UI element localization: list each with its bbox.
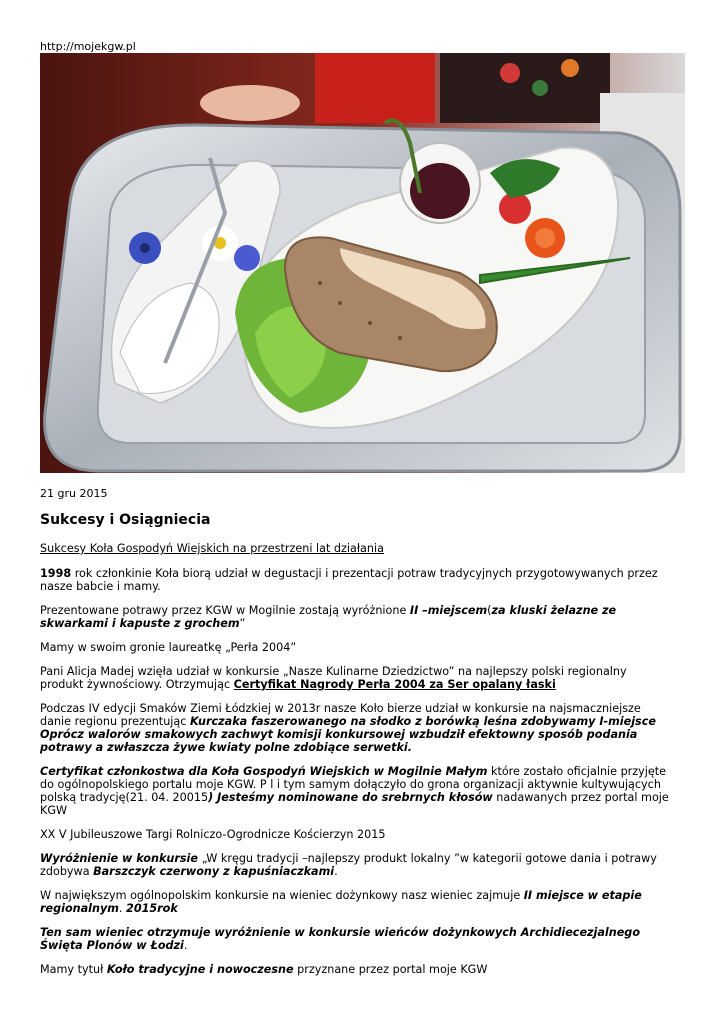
paragraph-w-kregu-tradycji bbox=[40, 852, 670, 878]
tray-with-pate-image bbox=[40, 53, 685, 473]
paragraph-laureate: Mamy w swoim gronie laureatkę „Perła 2004” bbox=[40, 641, 297, 654]
paragraph-targi: XX V Jubileuszowe Targi Rolniczo-Ogrodnicze Kościerzyn 2015 bbox=[40, 828, 386, 841]
paragraph-wieniec-distinction bbox=[40, 926, 670, 952]
paragraph-text: Prezentowane potrawy przez KGW w Mogilnie zostają wyróżnione bbox=[40, 604, 410, 617]
paragraph-text: Podczas IV edycji Smaków Ziemi Łódzkiej w 2013r nasze Koło bierze udział w konkursie na najsmaczniejsze danie regionu prezentując bbox=[40, 702, 641, 728]
post-date: 21 gru 2015 bbox=[40, 487, 108, 500]
paragraph-text: rok członkinie Koła biorą udział w degustacji i prezentacji potraw tradycyjnych przygotowywanych przez nasze babcie i mamy. bbox=[40, 567, 658, 593]
paragraph-text: ( bbox=[487, 604, 492, 617]
article-subtitle: Sukcesy Koła Gospodyń Wiejskich na przestrzeni lat działania bbox=[40, 542, 384, 555]
paragraph-text: które zostało oficjalnie przyjęte do ogólnopolskiego portalu moje KGW. P l i tym samym dołączyło do grona organizacji aktywnie kultywujących polską tradycję(21. 04. 20015 bbox=[40, 765, 667, 804]
barszczyk-dish: Barszczyk czerwony z kapuśniaczkami bbox=[93, 865, 335, 878]
paragraph-1998 bbox=[40, 567, 670, 593]
paragraph-text: nadawanych przez portal moje KGW bbox=[40, 791, 669, 817]
paragraph-alicja-madej bbox=[40, 665, 670, 691]
paragraph-text: . bbox=[183, 939, 188, 952]
wreath-year: 2015rok bbox=[126, 902, 178, 915]
award-place: II –miejscem bbox=[409, 604, 488, 617]
paragraph-certificate-membership bbox=[40, 765, 670, 817]
article-body bbox=[40, 542, 670, 987]
paragraph-text: „W kręgu tradycji –najlepszy produkt lokalny ”w kategorii gotowe dania i potrawy zdobywa bbox=[40, 852, 657, 878]
paragraph-text: . bbox=[118, 902, 127, 915]
paragraph-text: Mamy tytuł bbox=[40, 963, 107, 976]
paragraph-smaki-ziemi-lodzkiej bbox=[40, 702, 670, 754]
paragraph-mogilno-award bbox=[40, 604, 670, 630]
club-title: Koło tradycyjne i nowoczesne bbox=[106, 963, 294, 976]
paragraph-text: Pani Alicja Madej wzięła udział w konkursie „Nasze Kulinarne Dziedzictwo” na najlepszy polski regionalny produkt żywnościowy. Otrzymując bbox=[40, 665, 627, 691]
paragraph-text: W największym ogólnopolskim konkursie na wieniec dożynkowy nasz wieniec zajmuje bbox=[40, 889, 524, 902]
distinction-label: Wyróżnienie w konkursie bbox=[40, 852, 202, 865]
award-dish: za kluski żelazne ze skwarkami i kapuste z grochem bbox=[40, 604, 617, 630]
paragraph-text: . bbox=[334, 865, 338, 878]
certificate-link[interactable]: Certyfikat Nagrody Perła 2004 za Ser opalany łaski bbox=[233, 678, 556, 691]
membership-certificate: Certyfikat członkostwa dla Koła Gospodyń Wiejskich w Mogilnie Małym bbox=[40, 765, 488, 778]
paragraph-text: ” bbox=[239, 617, 246, 630]
paragraph-wieniec bbox=[40, 889, 670, 915]
paragraph-text: przyznane przez portal moje KGW bbox=[293, 963, 488, 976]
year-1998: 1998 bbox=[40, 567, 72, 580]
source-url: http://mojekgw.pl bbox=[40, 40, 136, 53]
chicken-dish-award: Kurczaka faszerowanego na słodko z borówką leśna zdobywamy I-miejsce Oprócz walorów smakowych zachwyt komisji konkursowej wzbudził efektowny sposób podania potrawy a zwłaszcza żywe kwiaty polne zdobiące serwetki. bbox=[40, 715, 656, 754]
paragraph-title bbox=[40, 963, 670, 976]
wreath-distinction: Ten sam wieniec otrzymuje wyróżnienie w konkursie wieńców dożynkowych Archidiecezjalnego Święta Plonów w Łodzi bbox=[40, 926, 641, 952]
page-title: Sukcesy i Osiągniecia bbox=[40, 512, 211, 528]
wreath-place: II miejsce w etapie regionalnym bbox=[40, 889, 642, 915]
food-photo bbox=[40, 53, 685, 473]
nomination-text: ) Jesteśmy nominowane do srebrnych kłosów bbox=[208, 791, 493, 804]
